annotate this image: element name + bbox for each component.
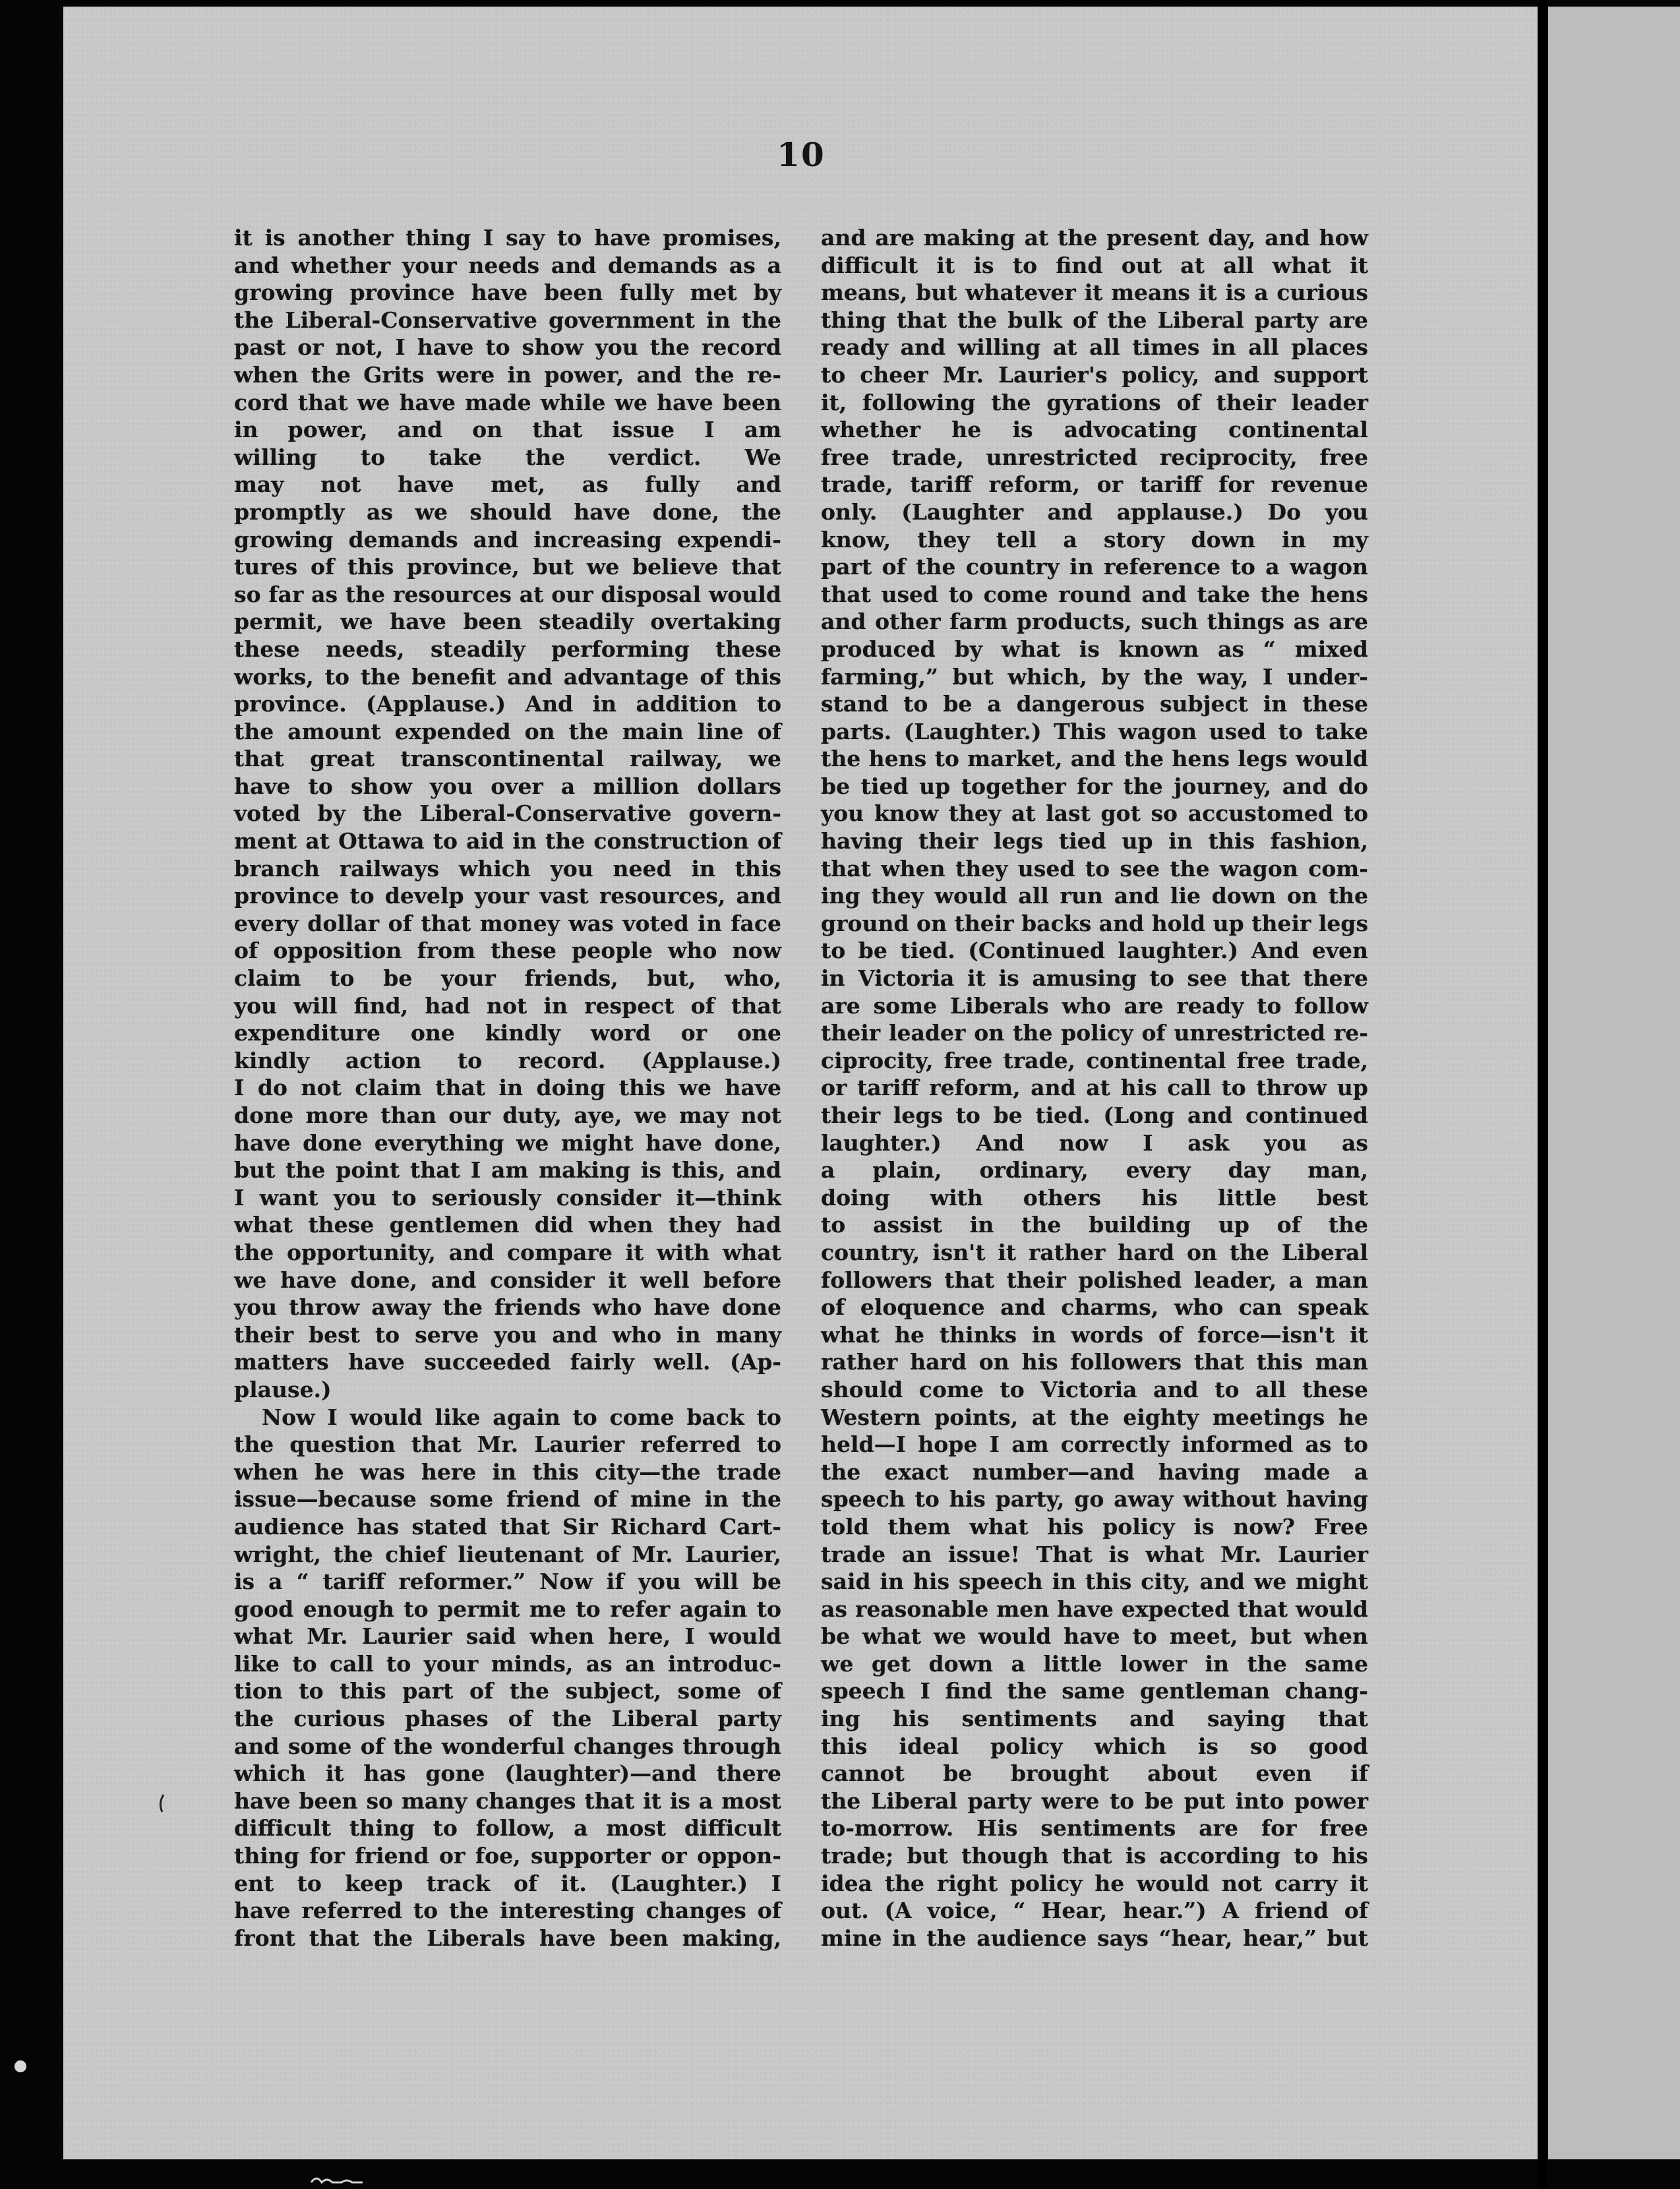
- text-line: ground on their backs and hold up their legs: [821, 910, 1369, 936]
- text-line: every dollar of that money was voted in face: [234, 910, 781, 936]
- text-line: idea the right policy he would not carry it: [821, 1870, 1368, 1896]
- text-line: as reasonable men have expected that would: [821, 1596, 1368, 1622]
- adjacent-page-strip: [1548, 7, 1680, 2159]
- text-line: we have done, and consider it well before: [234, 1267, 781, 1293]
- text-line: know, they tell a story down in my: [821, 526, 1368, 553]
- text-line: be what we would have to meet, but when: [821, 1623, 1368, 1650]
- text-line: laughter.) And now I ask you as: [821, 1129, 1368, 1156]
- scan-dot: [15, 2060, 26, 2072]
- text-line: you will find, had not in respect of that: [234, 992, 781, 1019]
- text-line: I do not claim that in doing this we have: [234, 1075, 781, 1101]
- text-line: only. (Laughter and applause.) Do you: [821, 498, 1368, 525]
- right-text-column: [821, 224, 1368, 1952]
- text-line: you know they at last got so accustomed to: [821, 800, 1368, 827]
- text-line: the hens to market, and the hens legs would: [821, 746, 1368, 772]
- text-line: rather hard on his followers that this man: [821, 1349, 1368, 1375]
- text-line: to-morrow. His sentiments are for free: [821, 1815, 1368, 1842]
- text-line: speech to his party, go away without having: [821, 1486, 1368, 1513]
- text-line: province to develp your vast resources, and: [234, 883, 781, 909]
- text-line: wright, the chief lieutenant of Mr. Laurier,: [234, 1541, 781, 1567]
- text-line: have to show you over a million dollars: [234, 773, 781, 799]
- page-number: 10: [777, 135, 825, 174]
- text-line: tures of this province, but we believe that: [234, 554, 781, 580]
- text-line: speech I find the same gentleman chang-: [821, 1678, 1368, 1704]
- text-line: cord that we have made while we have been: [234, 389, 781, 415]
- text-line: promptly as we should have done, the: [234, 498, 781, 525]
- text-line: is a “ tariff reformer.” Now if you will be: [234, 1569, 781, 1595]
- text-line: you throw away the friends who have done: [234, 1294, 781, 1321]
- text-line: growing province have been fully met by: [234, 280, 781, 306]
- text-line: front that the Liberals have been making,: [234, 1925, 781, 1951]
- text-line: works, to the benefit and advantage of this: [234, 663, 781, 690]
- text-line: expenditure one kindly word or one: [234, 1020, 781, 1046]
- text-line: we get down a little lower in the same: [821, 1650, 1368, 1677]
- text-line: growing demands and increasing expendi-: [234, 526, 781, 553]
- text-line: kindly action to record. (Applause.): [234, 1047, 781, 1073]
- text-line: province. (Applause.) And in addition to: [234, 691, 781, 717]
- text-line: are some Liberals who are ready to follow: [821, 992, 1368, 1019]
- text-line: the opportunity, and compare it with what: [234, 1239, 781, 1265]
- text-line: done more than our duty, aye, we may not: [234, 1102, 781, 1128]
- text-line: willing to take the verdict. We: [234, 444, 781, 470]
- text-line: difficult it is to find out at all what it: [821, 252, 1368, 278]
- text-line: plause.): [234, 1376, 332, 1402]
- page-edge-shadow: [1538, 0, 1547, 2189]
- text-line: a plain, ordinary, every day man,: [821, 1157, 1368, 1184]
- text-line: these needs, steadily performing these: [234, 636, 781, 662]
- text-line: ciprocity, free trade, continental free trade,: [821, 1047, 1368, 1073]
- text-line: issue—because some friend of mine in the: [234, 1486, 781, 1513]
- text-line: that used to come round and take the hens: [821, 581, 1368, 607]
- text-line: means, but whatever it means it is a curious: [821, 280, 1368, 306]
- text-line: to cheer Mr. Laurier's policy, and support: [821, 361, 1368, 388]
- text-line: thing for friend or foe, supporter or oppon-: [234, 1843, 781, 1869]
- text-line: ready and willing at all times in all places: [821, 334, 1368, 361]
- text-line: what Mr. Laurier said when here, I would: [234, 1623, 781, 1650]
- text-line: the amount expended on the main line of: [234, 718, 781, 744]
- margin-mark: [157, 1793, 166, 1813]
- text-line: ment at Ottawa to aid in the construction of: [234, 828, 781, 855]
- text-line: difficult thing to follow, a most difficult: [234, 1815, 781, 1842]
- text-line: ing they would all run and lie down on the: [821, 883, 1368, 909]
- text-line: when the Grits were in power, and the re-: [234, 361, 781, 388]
- text-line: Now I would like again to come back to: [262, 1404, 781, 1430]
- text-line: their best to serve you and who in many: [234, 1321, 781, 1348]
- text-line: the Liberal party were to be put into power: [821, 1787, 1368, 1814]
- text-line: mine in the audience says “hear, hear,” but: [821, 1925, 1368, 1951]
- text-line: stand to be a dangerous subject in these: [821, 691, 1368, 717]
- text-line: permit, we have been steadily overtaking: [234, 609, 781, 635]
- text-line: should come to Victoria and to all these: [821, 1376, 1368, 1402]
- text-line: so far as the resources at our disposal would: [234, 581, 781, 607]
- text-line: the Liberal-Conservative government in the: [234, 307, 781, 333]
- text-line: claim to be your friends, but, who,: [234, 965, 781, 992]
- text-line: trade, tariff reform, or tariff for revenue: [821, 471, 1368, 498]
- text-line: what he thinks in words of force—isn't it: [821, 1321, 1368, 1348]
- text-line: their legs to be tied. (Long and continued: [821, 1102, 1368, 1128]
- text-line: country, isn't it rather hard on the Liberal: [821, 1239, 1368, 1265]
- text-line: Western points, at the eighty meetings he: [821, 1404, 1368, 1430]
- text-line: be tied up together for the journey, and do: [821, 773, 1368, 799]
- text-line: the exact number—and having made a: [821, 1458, 1368, 1485]
- text-line: followers that their polished leader, a man: [821, 1267, 1368, 1293]
- text-line: but the point that I am making is this, and: [234, 1157, 781, 1184]
- text-line: and some of the wonderful changes through: [234, 1733, 781, 1759]
- text-line: part of the country in reference to a wagon: [821, 554, 1368, 580]
- text-line: the question that Mr. Laurier referred to: [234, 1431, 781, 1458]
- text-line: held—I hope I am correctly informed as to: [821, 1431, 1368, 1458]
- text-line: their leader on the policy of unrestricted re-: [821, 1020, 1368, 1046]
- text-line: in power, and on that issue I am: [234, 417, 781, 443]
- text-line: of opposition from these people who now: [234, 938, 781, 964]
- text-line: tion to this part of the subject, some of: [234, 1678, 781, 1704]
- text-line: doing with others his little best: [821, 1184, 1368, 1211]
- text-line: have done everything we might have done,: [234, 1129, 781, 1156]
- text-line: may not have met, as fully and: [234, 471, 781, 498]
- text-line: ing his sentiments and saying that: [821, 1706, 1368, 1732]
- text-line: whether he is advocating continental: [821, 417, 1368, 443]
- text-line: to be tied. (Continued laughter.) And even: [821, 938, 1368, 964]
- text-line: cannot be brought about even if: [821, 1760, 1368, 1787]
- text-line: it, following the gyrations of their leader: [821, 389, 1368, 415]
- text-line: out. (A voice, “ Hear, hear.”) A friend of: [821, 1898, 1368, 1924]
- text-line: and whether your needs and demands as a: [234, 252, 781, 278]
- text-line: produced by what is known as “ mixed: [821, 636, 1368, 662]
- text-line: and other farm products, such things as are: [821, 609, 1368, 635]
- text-line: when he was here in this city—the trade: [234, 1458, 781, 1485]
- text-line: and are making at the present day, and how: [821, 225, 1368, 251]
- text-line: I want you to seriously consider it—think: [234, 1184, 781, 1211]
- left-text-column: [234, 224, 781, 1952]
- text-line: voted by the Liberal-Conservative govern-: [234, 800, 781, 827]
- text-line: told them what his policy is now? Free: [821, 1513, 1368, 1540]
- text-line: trade; but though that is according to his: [821, 1843, 1368, 1869]
- text-line: it is another thing I say to have promises,: [234, 225, 781, 251]
- text-line: the curious phases of the Liberal party: [234, 1706, 781, 1732]
- text-line: past or not, I have to show you the record: [234, 334, 781, 361]
- text-line: to assist in the building up of the: [821, 1212, 1368, 1238]
- text-line: farming,” but which, by the way, I under-: [821, 663, 1368, 690]
- text-line: said in his speech in this city, and we might: [821, 1569, 1368, 1595]
- text-line: good enough to permit me to refer again to: [234, 1596, 781, 1622]
- text-line: what these gentlemen did when they had: [234, 1212, 781, 1238]
- text-line: this ideal policy which is so good: [821, 1733, 1368, 1759]
- text-line: trade an issue! That is what Mr. Laurier: [821, 1541, 1368, 1567]
- text-line: matters have succeeded fairly well. (Ap-: [234, 1349, 781, 1375]
- text-line: free trade, unrestricted reciprocity, free: [821, 444, 1368, 470]
- text-line: that when they used to see the wagon com-: [821, 855, 1368, 882]
- text-line: branch railways which you need in this: [234, 855, 781, 882]
- text-line: audience has stated that Sir Richard Cart-: [234, 1513, 781, 1540]
- text-line: thing that the bulk of the Liberal party are: [821, 307, 1368, 333]
- text-line: have referred to the interesting changes of: [234, 1898, 781, 1924]
- text-line: or tariff reform, and at his call to throw up: [821, 1075, 1368, 1101]
- text-line: parts. (Laughter.) This wagon used to take: [821, 718, 1368, 744]
- text-line: in Victoria it is amusing to see that there: [821, 965, 1368, 992]
- text-line: like to call to your minds, as an introduc-: [234, 1650, 781, 1677]
- bottom-scribble-mark: [310, 2169, 389, 2186]
- text-line: that great transcontinental railway, we: [234, 746, 781, 772]
- text-line: of eloquence and charms, who can speak: [821, 1294, 1368, 1321]
- text-line: have been so many changes that it is a most: [234, 1787, 781, 1814]
- text-line: having their legs tied up in this fashion,: [821, 828, 1368, 855]
- text-line: ent to keep track of it. (Laughter.) I: [234, 1870, 781, 1896]
- text-line: which it has gone (laughter)—and there: [234, 1760, 781, 1787]
